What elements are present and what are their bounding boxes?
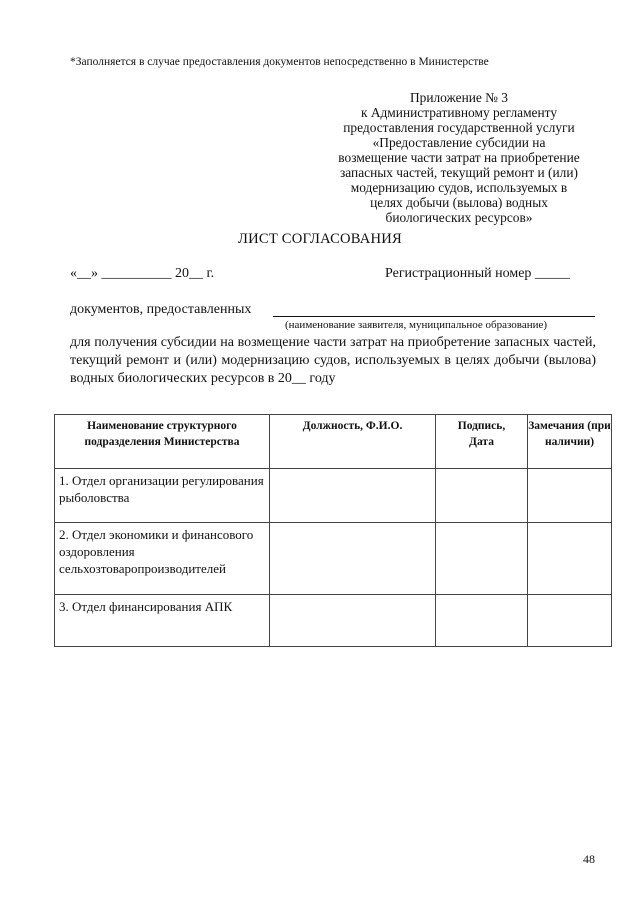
- appendix-line: биологических ресурсов»: [385, 210, 533, 225]
- purpose-paragraph: для получения субсидии на возмещение части затрат на приобретение запасных частей, текущий ремонт и (или) модернизацию судов, используемых в целях добычи (вылова) водных биологических ресурсов в 20__ году: [70, 335, 596, 386]
- appendix-line: модернизацию судов, используемых в: [350, 180, 568, 195]
- documents-label: документов, предоставленных: [70, 302, 252, 317]
- appendix-line: предоставления государственной услуги: [343, 120, 575, 135]
- remarks-cell: [528, 595, 612, 647]
- department-cell: 2. Отдел экономики и финансового оздоровления сельхозтоваропроизводителей: [55, 523, 270, 595]
- footnote: *Заполняется в случае предоставления документов непосредственно в Министерстве: [70, 56, 489, 68]
- signature-date-cell: [436, 523, 528, 595]
- appendix-block: [318, 90, 600, 225]
- appendix-line: «Предоставление субсидии на: [372, 135, 546, 150]
- documents-caption: (наименование заявителя, муниципальное образование): [285, 319, 548, 331]
- position-name-cell: [270, 469, 436, 523]
- signature-date-cell: [436, 595, 528, 647]
- header-department: Наименование структурного подразделения Министерства: [55, 415, 270, 469]
- table-row: [55, 595, 612, 647]
- appendix-line: возмещение части затрат на приобретение: [338, 150, 580, 165]
- remarks-cell: [528, 469, 612, 523]
- remarks-cell: [528, 523, 612, 595]
- approval-table: [54, 414, 612, 647]
- date-line: «__» __________ 20__ г.: [70, 266, 215, 281]
- page-number: 48: [583, 852, 595, 866]
- header-position-name: Должность, Ф.И.О.: [270, 415, 436, 469]
- documents-fill-line: [273, 316, 595, 317]
- table-row: [55, 469, 612, 523]
- position-name-cell: [270, 523, 436, 595]
- header-remarks: Замечания (при наличии): [528, 415, 612, 469]
- signature-date-cell: [436, 469, 528, 523]
- table-row: [55, 523, 612, 595]
- appendix-line: целях добычи (вылова) водных: [370, 195, 548, 210]
- appendix-line: к Административному регламенту: [360, 105, 558, 120]
- position-name-cell: [270, 595, 436, 647]
- registration-number: Регистрационный номер _____: [385, 266, 570, 281]
- appendix-line: запасных частей, текущий ремонт и (или): [339, 165, 578, 180]
- department-cell: 1. Отдел организации регулирования рыболовства: [55, 469, 270, 523]
- department-cell: 3. Отдел финансирования АПК: [55, 595, 270, 647]
- table-header-row: [55, 415, 612, 469]
- page-title: ЛИСТ СОГЛАСОВАНИЯ: [238, 231, 402, 247]
- appendix-line: Приложение № 3: [409, 90, 509, 105]
- header-signature-date: Подпись, Дата: [436, 415, 528, 469]
